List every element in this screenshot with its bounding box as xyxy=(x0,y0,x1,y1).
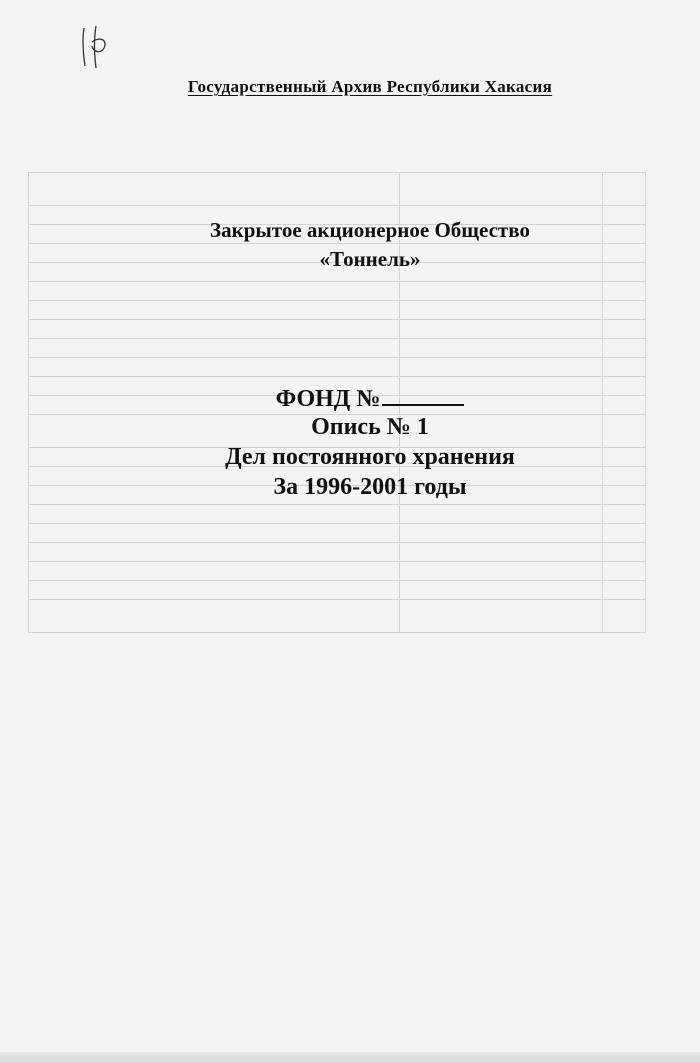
page-bottom-edge xyxy=(0,1052,700,1063)
bleed-subtitle xyxy=(0,118,700,136)
cases-storage-type: Дел постоянного хранения xyxy=(225,444,515,470)
fund-number-blank-line xyxy=(382,384,464,406)
archive-name: Государственный Архив Республики Хакасия xyxy=(187,77,553,96)
period-years: За 1996-2001 годы xyxy=(273,474,467,500)
fund-label: ФОНД № xyxy=(275,386,381,412)
organization-name xyxy=(0,216,700,274)
organization-line-1: Закрытое акционерное Общество xyxy=(210,218,530,242)
fund-number xyxy=(0,384,700,414)
inventory-number: Опись № 1 xyxy=(311,414,429,440)
organization-line-2: «Тоннель» xyxy=(319,247,421,271)
handwritten-page-number xyxy=(74,22,118,74)
